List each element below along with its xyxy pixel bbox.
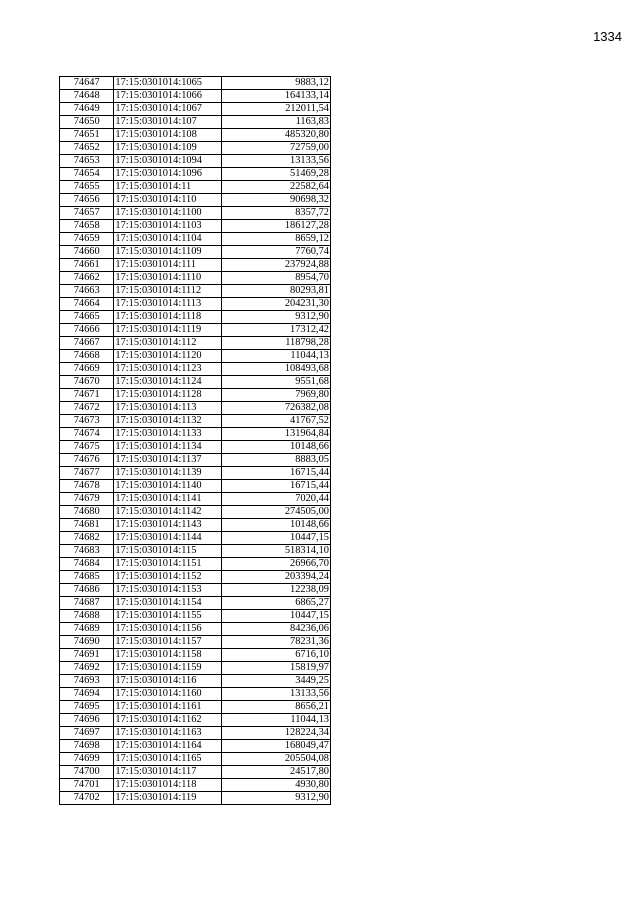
row-number-cell: 74678: [60, 480, 114, 493]
table-row: [60, 740, 331, 753]
value-cell: 10148,66: [222, 441, 331, 454]
cadastral-number-cell: 17:15:0301014:111: [114, 259, 222, 272]
row-number-cell: 74699: [60, 753, 114, 766]
row-number-cell: 74691: [60, 649, 114, 662]
cadastral-number-cell: 17:15:0301014:1109: [114, 246, 222, 259]
row-number-cell: 74697: [60, 727, 114, 740]
cadastral-number-cell: 17:15:0301014:1103: [114, 220, 222, 233]
value-cell: 485320,80: [222, 129, 331, 142]
table-row: [60, 558, 331, 571]
value-cell: 168049,47: [222, 740, 331, 753]
row-number-cell: 74677: [60, 467, 114, 480]
row-number-cell: 74698: [60, 740, 114, 753]
cadastral-number-cell: 17:15:0301014:1065: [114, 77, 222, 90]
table-row: [60, 467, 331, 480]
cadastral-number-cell: 17:15:0301014:1133: [114, 428, 222, 441]
table-row: [60, 428, 331, 441]
value-cell: 6865,27: [222, 597, 331, 610]
value-cell: 8659,12: [222, 233, 331, 246]
cadastral-number-cell: 17:15:0301014:109: [114, 142, 222, 155]
value-cell: 205504,08: [222, 753, 331, 766]
value-cell: 6716,10: [222, 649, 331, 662]
value-cell: 274505,00: [222, 506, 331, 519]
cadastral-number-cell: 17:15:0301014:110: [114, 194, 222, 207]
cadastral-number-cell: 17:15:0301014:1160: [114, 688, 222, 701]
row-number-cell: 74652: [60, 142, 114, 155]
table-row: [60, 298, 331, 311]
value-cell: 212011,54: [222, 103, 331, 116]
row-number-cell: 74665: [60, 311, 114, 324]
cadastral-number-cell: 17:15:0301014:1134: [114, 441, 222, 454]
cadastral-number-cell: 17:15:0301014:1067: [114, 103, 222, 116]
value-cell: 164133,14: [222, 90, 331, 103]
cadastral-number-cell: 17:15:0301014:113: [114, 402, 222, 415]
row-number-cell: 74700: [60, 766, 114, 779]
cadastral-number-cell: 17:15:0301014:1104: [114, 233, 222, 246]
value-cell: 17312,42: [222, 324, 331, 337]
row-number-cell: 74692: [60, 662, 114, 675]
cadastral-number-cell: 17:15:0301014:1151: [114, 558, 222, 571]
cadastral-number-cell: 17:15:0301014:11: [114, 181, 222, 194]
row-number-cell: 74679: [60, 493, 114, 506]
value-cell: 24517,80: [222, 766, 331, 779]
row-number-cell: 74658: [60, 220, 114, 233]
value-cell: 90698,32: [222, 194, 331, 207]
row-number-cell: 74654: [60, 168, 114, 181]
value-cell: 8883,05: [222, 454, 331, 467]
cadastral-number-cell: 17:15:0301014:1124: [114, 376, 222, 389]
value-cell: 108493,68: [222, 363, 331, 376]
value-cell: 1163,83: [222, 116, 331, 129]
table-row: [60, 246, 331, 259]
table-row: [60, 493, 331, 506]
row-number-cell: 74671: [60, 389, 114, 402]
table-row: [60, 584, 331, 597]
cadastral-number-cell: 17:15:0301014:1158: [114, 649, 222, 662]
row-number-cell: 74662: [60, 272, 114, 285]
page-number: 1334: [593, 29, 622, 44]
cadastral-number-cell: 17:15:0301014:1144: [114, 532, 222, 545]
row-number-cell: 74686: [60, 584, 114, 597]
cadastral-number-cell: 17:15:0301014:1152: [114, 571, 222, 584]
table-row: [60, 194, 331, 207]
table-row: [60, 792, 331, 805]
row-number-cell: 74693: [60, 675, 114, 688]
value-cell: 13133,56: [222, 688, 331, 701]
table-row: [60, 103, 331, 116]
table-row: [60, 727, 331, 740]
row-number-cell: 74687: [60, 597, 114, 610]
cadastral-value-table: [59, 76, 331, 805]
row-number-cell: 74672: [60, 402, 114, 415]
table-row: [60, 649, 331, 662]
row-number-cell: 74680: [60, 506, 114, 519]
value-cell: 3449,25: [222, 675, 331, 688]
table-row: [60, 337, 331, 350]
value-cell: 80293,81: [222, 285, 331, 298]
cadastral-number-cell: 17:15:0301014:1100: [114, 207, 222, 220]
cadastral-number-cell: 17:15:0301014:1154: [114, 597, 222, 610]
value-cell: 128224,34: [222, 727, 331, 740]
cadastral-number-cell: 17:15:0301014:118: [114, 779, 222, 792]
table-row: [60, 701, 331, 714]
row-number-cell: 74702: [60, 792, 114, 805]
row-number-cell: 74673: [60, 415, 114, 428]
row-number-cell: 74648: [60, 90, 114, 103]
value-cell: 186127,28: [222, 220, 331, 233]
value-cell: 22582,64: [222, 181, 331, 194]
value-cell: 8954,70: [222, 272, 331, 285]
table-row: [60, 714, 331, 727]
table-row: [60, 116, 331, 129]
value-cell: 12238,09: [222, 584, 331, 597]
table-row: [60, 259, 331, 272]
table-row: [60, 441, 331, 454]
value-cell: 7969,80: [222, 389, 331, 402]
table-row: [60, 77, 331, 90]
row-number-cell: 74668: [60, 350, 114, 363]
table-row: [60, 688, 331, 701]
value-cell: 11044,13: [222, 350, 331, 363]
table-row: [60, 168, 331, 181]
value-cell: 16715,44: [222, 467, 331, 480]
row-number-cell: 74685: [60, 571, 114, 584]
table-row: [60, 623, 331, 636]
cadastral-number-cell: 17:15:0301014:1120: [114, 350, 222, 363]
row-number-cell: 74682: [60, 532, 114, 545]
row-number-cell: 74675: [60, 441, 114, 454]
row-number-cell: 74669: [60, 363, 114, 376]
cadastral-number-cell: 17:15:0301014:1137: [114, 454, 222, 467]
cadastral-number-cell: 17:15:0301014:108: [114, 129, 222, 142]
cadastral-number-cell: 17:15:0301014:1113: [114, 298, 222, 311]
value-cell: 8656,21: [222, 701, 331, 714]
table-row: [60, 181, 331, 194]
row-number-cell: 74690: [60, 636, 114, 649]
table-row: [60, 675, 331, 688]
cadastral-number-cell: 17:15:0301014:112: [114, 337, 222, 350]
table-row: [60, 480, 331, 493]
table-row: [60, 129, 331, 142]
table-row: [60, 376, 331, 389]
value-cell: 203394,24: [222, 571, 331, 584]
value-cell: 16715,44: [222, 480, 331, 493]
row-number-cell: 74657: [60, 207, 114, 220]
table-row: [60, 363, 331, 376]
cadastral-number-cell: 17:15:0301014:1132: [114, 415, 222, 428]
value-cell: 131964,84: [222, 428, 331, 441]
cadastral-number-cell: 17:15:0301014:1162: [114, 714, 222, 727]
cadastral-number-cell: 17:15:0301014:115: [114, 545, 222, 558]
row-number-cell: 74670: [60, 376, 114, 389]
row-number-cell: 74683: [60, 545, 114, 558]
value-cell: 726382,08: [222, 402, 331, 415]
table-row: [60, 285, 331, 298]
value-cell: 9551,68: [222, 376, 331, 389]
row-number-cell: 74688: [60, 610, 114, 623]
cadastral-number-cell: 17:15:0301014:1118: [114, 311, 222, 324]
cadastral-number-cell: 17:15:0301014:1142: [114, 506, 222, 519]
value-cell: 118798,28: [222, 337, 331, 350]
table-row: [60, 519, 331, 532]
table-row: [60, 402, 331, 415]
cadastral-number-cell: 17:15:0301014:1141: [114, 493, 222, 506]
cadastral-number-cell: 17:15:0301014:116: [114, 675, 222, 688]
row-number-cell: 74684: [60, 558, 114, 571]
row-number-cell: 74655: [60, 181, 114, 194]
value-cell: 51469,28: [222, 168, 331, 181]
value-cell: 237924,88: [222, 259, 331, 272]
row-number-cell: 74661: [60, 259, 114, 272]
cadastral-number-cell: 17:15:0301014:1112: [114, 285, 222, 298]
row-number-cell: 74674: [60, 428, 114, 441]
value-cell: 7760,74: [222, 246, 331, 259]
table-row: [60, 506, 331, 519]
row-number-cell: 74701: [60, 779, 114, 792]
cadastral-number-cell: 17:15:0301014:1096: [114, 168, 222, 181]
row-number-cell: 74659: [60, 233, 114, 246]
table-row: [60, 454, 331, 467]
cadastral-number-cell: 17:15:0301014:1066: [114, 90, 222, 103]
row-number-cell: 74664: [60, 298, 114, 311]
cadastral-number-cell: 17:15:0301014:1159: [114, 662, 222, 675]
table-row: [60, 571, 331, 584]
cadastral-number-cell: 17:15:0301014:1140: [114, 480, 222, 493]
cadastral-number-cell: 17:15:0301014:1156: [114, 623, 222, 636]
row-number-cell: 74667: [60, 337, 114, 350]
cadastral-number-cell: 17:15:0301014:1094: [114, 155, 222, 168]
row-number-cell: 74647: [60, 77, 114, 90]
value-cell: 204231,30: [222, 298, 331, 311]
table-row: [60, 220, 331, 233]
cadastral-number-cell: 17:15:0301014:117: [114, 766, 222, 779]
value-cell: 518314,10: [222, 545, 331, 558]
row-number-cell: 74696: [60, 714, 114, 727]
table-row: [60, 610, 331, 623]
row-number-cell: 74663: [60, 285, 114, 298]
cadastral-number-cell: 17:15:0301014:107: [114, 116, 222, 129]
table-row: [60, 389, 331, 402]
value-cell: 10148,66: [222, 519, 331, 532]
table-row: [60, 779, 331, 792]
cadastral-number-cell: 17:15:0301014:1123: [114, 363, 222, 376]
cadastral-number-cell: 17:15:0301014:1157: [114, 636, 222, 649]
row-number-cell: 74666: [60, 324, 114, 337]
row-number-cell: 74650: [60, 116, 114, 129]
table-row: [60, 207, 331, 220]
table-row: [60, 597, 331, 610]
table-row: [60, 324, 331, 337]
value-cell: 15819,97: [222, 662, 331, 675]
row-number-cell: 74656: [60, 194, 114, 207]
table-row: [60, 415, 331, 428]
value-cell: 9312,90: [222, 311, 331, 324]
table-row: [60, 753, 331, 766]
table-row: [60, 155, 331, 168]
value-cell: 72759,00: [222, 142, 331, 155]
row-number-cell: 74676: [60, 454, 114, 467]
table-row: [60, 272, 331, 285]
table-row: [60, 311, 331, 324]
value-cell: 13133,56: [222, 155, 331, 168]
cadastral-number-cell: 17:15:0301014:1163: [114, 727, 222, 740]
value-cell: 7020,44: [222, 493, 331, 506]
cadastral-number-cell: 17:15:0301014:1165: [114, 753, 222, 766]
value-cell: 41767,52: [222, 415, 331, 428]
table-row: [60, 532, 331, 545]
cadastral-number-cell: 17:15:0301014:119: [114, 792, 222, 805]
table-row: [60, 350, 331, 363]
value-cell: 84236,06: [222, 623, 331, 636]
row-number-cell: 74694: [60, 688, 114, 701]
cadastral-number-cell: 17:15:0301014:1119: [114, 324, 222, 337]
value-cell: 26966,70: [222, 558, 331, 571]
value-cell: 10447,15: [222, 610, 331, 623]
value-cell: 10447,15: [222, 532, 331, 545]
row-number-cell: 74653: [60, 155, 114, 168]
row-number-cell: 74689: [60, 623, 114, 636]
table-row: [60, 636, 331, 649]
row-number-cell: 74681: [60, 519, 114, 532]
value-cell: 8357,72: [222, 207, 331, 220]
cadastral-number-cell: 17:15:0301014:1161: [114, 701, 222, 714]
value-cell: 9312,90: [222, 792, 331, 805]
value-cell: 78231,36: [222, 636, 331, 649]
cadastral-number-cell: 17:15:0301014:1139: [114, 467, 222, 480]
cadastral-number-cell: 17:15:0301014:1143: [114, 519, 222, 532]
row-number-cell: 74651: [60, 129, 114, 142]
value-cell: 11044,13: [222, 714, 331, 727]
table-row: [60, 545, 331, 558]
value-cell: 4930,80: [222, 779, 331, 792]
value-cell: 9883,12: [222, 77, 331, 90]
row-number-cell: 74695: [60, 701, 114, 714]
cadastral-number-cell: 17:15:0301014:1128: [114, 389, 222, 402]
table-row: [60, 662, 331, 675]
table-row: [60, 90, 331, 103]
table-row: [60, 766, 331, 779]
cadastral-number-cell: 17:15:0301014:1164: [114, 740, 222, 753]
row-number-cell: 74649: [60, 103, 114, 116]
table-body: [60, 77, 331, 805]
cadastral-number-cell: 17:15:0301014:1155: [114, 610, 222, 623]
cadastral-number-cell: 17:15:0301014:1153: [114, 584, 222, 597]
row-number-cell: 74660: [60, 246, 114, 259]
table-row: [60, 233, 331, 246]
table-row: [60, 142, 331, 155]
cadastral-number-cell: 17:15:0301014:1110: [114, 272, 222, 285]
